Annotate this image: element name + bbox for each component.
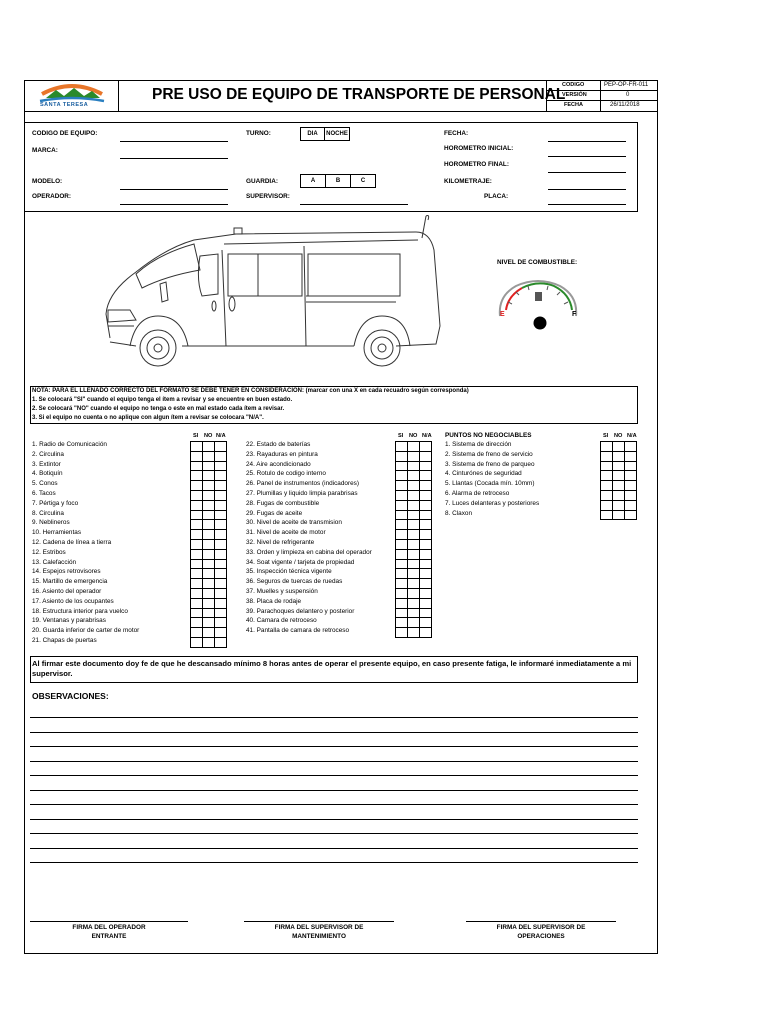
check-box[interactable] (203, 628, 215, 638)
check-box[interactable] (601, 501, 613, 511)
label-operador: OPERADOR: (32, 193, 72, 200)
check-box[interactable] (601, 462, 613, 472)
checklist-col1-item: 14. Espejos retrovisores (32, 568, 101, 576)
fuel-gauge[interactable] (488, 274, 588, 338)
check-box[interactable] (215, 589, 227, 599)
checklist-col1-item: 20. Guarda inferior de carter de motor (32, 627, 140, 635)
fuel-empty-marker: E (500, 311, 505, 318)
col1-header-na: N/A (216, 433, 226, 439)
note-line-3: 3. Si el equipo no cuenta o no aplique con algun ítem a revisar se colocara "N/A". (32, 415, 264, 421)
check-box[interactable] (396, 609, 408, 619)
check-box[interactable] (625, 471, 637, 481)
input-codigo-equipo[interactable] (120, 141, 228, 142)
input-supervisor[interactable] (300, 204, 408, 205)
col1-header-no: NO (204, 433, 213, 439)
check-box[interactable] (203, 609, 215, 619)
check-box[interactable] (203, 442, 215, 452)
check-box[interactable] (420, 530, 432, 540)
checklist-col2-item: 38. Placa de rodaje (246, 597, 302, 605)
input-horometro-inicial[interactable] (548, 156, 626, 157)
col3-header-no: NO (614, 433, 623, 439)
check-box[interactable] (625, 511, 637, 521)
non-negotiable-item: 8. Claxon (445, 509, 472, 517)
label-modelo: MODELO: (32, 178, 63, 185)
check-box[interactable] (191, 609, 203, 619)
label-supervisor: SUPERVISOR: (246, 193, 290, 200)
check-box[interactable] (191, 462, 203, 472)
check-box[interactable] (408, 609, 420, 619)
check-box[interactable] (601, 442, 613, 452)
signature-line-mantenimiento[interactable] (244, 921, 394, 922)
check-box[interactable] (396, 462, 408, 472)
check-box[interactable] (613, 491, 625, 501)
check-box[interactable] (215, 520, 227, 530)
input-placa[interactable] (548, 204, 626, 205)
check-box[interactable] (396, 530, 408, 540)
checklist-col2-item: 28. Fugas de combustible (246, 499, 320, 507)
check-box[interactable] (191, 560, 203, 570)
check-box[interactable] (408, 511, 420, 521)
check-box[interactable] (601, 481, 613, 491)
checklist-col1-item: 1. Radio de Comunicación (32, 441, 107, 448)
check-box[interactable] (215, 481, 227, 491)
checklist-col1-item: 16. Asiento del operador (32, 588, 102, 595)
check-box[interactable] (396, 569, 408, 579)
checklist-col2-item: 24. Aire acondicionado (246, 460, 311, 468)
checklist-col2-item: 22. Estado de baterías (246, 441, 311, 448)
checklist-col2-item: 34. Soat vigente / tarjeta de propiedad (246, 558, 355, 566)
check-box[interactable] (625, 491, 637, 501)
label-guardia: GUARDIA: (246, 178, 278, 185)
checklist-col1-item: 19. Ventanas y parabrisas (32, 617, 106, 625)
non-negotiable-title: PUNTOS NO NEGOCIABLES (445, 432, 532, 439)
label-kilometraje: KILOMETRAJE: (444, 178, 492, 185)
checklist-col1-item: 13. Calefacción (32, 558, 77, 566)
non-negotiable-item: 4. Cinturónes de seguridad (445, 470, 522, 478)
meta-value-codigo: PEP-OP-FR-011 (604, 82, 649, 88)
check-box[interactable] (420, 462, 432, 472)
check-box[interactable] (625, 501, 637, 511)
meta-label-version: VERSIÓN (562, 92, 587, 98)
non-negotiable-item: 5. Llantas (Cocada mín. 10mm) (445, 480, 535, 488)
check-box[interactable] (396, 491, 408, 501)
input-operador[interactable] (120, 204, 228, 205)
check-box[interactable] (408, 442, 420, 452)
check-box[interactable] (191, 520, 203, 530)
checklist-col1-item: 21. Chapas de puertas (32, 637, 97, 644)
check-box[interactable] (408, 452, 420, 462)
check-box[interactable] (613, 501, 625, 511)
check-box[interactable] (408, 560, 420, 570)
check-box[interactable] (396, 471, 408, 481)
signature-label-operaciones: FIRMA DEL SUPERVISOR DE OPERACIONES (496, 924, 586, 940)
col3-header-si: SI (603, 433, 609, 439)
check-box[interactable] (191, 569, 203, 579)
checklist-col1-item: 9. Neblineros (32, 519, 70, 527)
non-negotiable-item: 1. Sistema de dirección (445, 441, 512, 448)
checklist-col2-boxes[interactable] (395, 441, 432, 638)
check-box[interactable] (408, 618, 420, 628)
observation-line[interactable] (30, 746, 638, 747)
note-title: NOTA: PARA EL LLENADO CORRECTO DEL FORMATO SE DEBE TENER EN CONSIDERACION: (marcar con una X en cada recuadro según corresponda) (32, 388, 469, 394)
check-box[interactable] (420, 501, 432, 511)
check-box[interactable] (408, 550, 420, 560)
check-box[interactable] (215, 471, 227, 481)
check-box[interactable] (396, 560, 408, 570)
check-box[interactable] (420, 481, 432, 491)
checklist-col1-boxes[interactable] (190, 441, 227, 648)
check-box[interactable] (420, 540, 432, 550)
guardia-a-box[interactable]: A (300, 174, 326, 188)
check-box[interactable] (215, 628, 227, 638)
check-box[interactable] (203, 550, 215, 560)
col2-header-na: N/A (422, 433, 432, 439)
label-turno: TURNO: (246, 130, 271, 137)
observation-line[interactable] (30, 717, 638, 718)
check-box[interactable] (396, 589, 408, 599)
company-logo (32, 80, 112, 110)
checklist-col2-item: 29. Fugas de aceite (246, 509, 303, 517)
check-box[interactable] (420, 452, 432, 462)
checklist-col1-item: 10. Herramientas (32, 529, 82, 537)
fuel-full-marker: F (572, 311, 577, 318)
check-box[interactable] (191, 530, 203, 540)
turno-dia-box[interactable]: DIA (300, 127, 325, 141)
check-box[interactable] (601, 452, 613, 462)
col2-header-no: NO (409, 433, 418, 439)
checklist-col1-item: 18. Estructura interior para vuelco (32, 607, 128, 615)
meta-value-version: 0 (626, 92, 630, 98)
check-box[interactable] (191, 618, 203, 628)
check-box[interactable] (215, 540, 227, 550)
check-box[interactable] (203, 540, 215, 550)
check-box[interactable] (191, 452, 203, 462)
check-box[interactable] (601, 511, 613, 521)
checklist-col2-item: 41. Pantalla de camara de retroceso (246, 627, 350, 635)
checklist-col1-item: 8. Circulina (32, 509, 64, 517)
checklist-col1-item: 6. Tacos (32, 490, 56, 497)
check-box[interactable] (408, 491, 420, 501)
fuel-level-label: NIVEL DE COMBUSTIBLE: (497, 259, 578, 266)
checklist-col2-item: 26. Panel de instrumentos (indicadores) (246, 480, 359, 488)
check-box[interactable] (420, 628, 432, 638)
col1-header-si: SI (193, 433, 199, 439)
check-box[interactable] (601, 491, 613, 501)
meta-label-fecha: FECHA (564, 102, 583, 108)
observation-line[interactable] (30, 833, 638, 834)
meta-label-codigo: CODIGO (562, 82, 585, 88)
checklist-col1-item: 17. Asiento de los ocupantes (32, 597, 114, 605)
observation-line[interactable] (30, 790, 638, 791)
check-box[interactable] (420, 589, 432, 599)
check-box[interactable] (625, 452, 637, 462)
guardia-c-box[interactable]: C (350, 174, 376, 188)
check-box[interactable] (191, 638, 203, 648)
page-title: PRE USO DE EQUIPO DE TRANSPORTE DE PERSONAL (152, 86, 566, 103)
observation-line[interactable] (30, 761, 638, 762)
checklist-col2-item: 35. Inspección técnica vigente (246, 568, 332, 576)
check-box[interactable] (203, 471, 215, 481)
non-negotiable-item: 7. Luces delanteras y posteriores (445, 499, 540, 507)
check-box[interactable] (408, 540, 420, 550)
check-box[interactable] (191, 579, 203, 589)
check-box[interactable] (215, 491, 227, 501)
check-box[interactable] (613, 481, 625, 491)
check-box[interactable] (396, 442, 408, 452)
check-box[interactable] (203, 520, 215, 530)
checklist-col1-item: 7. Pértiga y foco (32, 499, 79, 507)
check-box[interactable] (396, 540, 408, 550)
checklist-col1-item: 12. Cadena de línea a tierra (32, 539, 112, 546)
check-box[interactable] (215, 452, 227, 462)
input-horometro-final[interactable] (548, 172, 626, 173)
label-fecha: FECHA: (444, 130, 469, 137)
check-box[interactable] (203, 618, 215, 628)
check-box[interactable] (215, 530, 227, 540)
observations-lines[interactable] (30, 700, 638, 870)
check-box[interactable] (215, 442, 227, 452)
check-box[interactable] (203, 569, 215, 579)
check-box[interactable] (203, 452, 215, 462)
check-box[interactable] (396, 628, 408, 638)
check-box[interactable] (191, 628, 203, 638)
input-modelo[interactable] (120, 189, 228, 190)
note-line-2: 2. Se colocará "NO" cuando el equipo no tenga o este en mal estado cada ítem a revisar. (32, 406, 285, 412)
observation-line[interactable] (30, 848, 638, 849)
checklist-col2-item: 23. Rayaduras en pintura (246, 450, 318, 458)
checklist-col2-item: 39. Parachoques delantero y posterior (246, 607, 355, 615)
observation-line[interactable] (30, 804, 638, 805)
label-marca: MARCA: (32, 147, 58, 154)
check-box[interactable] (203, 530, 215, 540)
check-box[interactable] (203, 481, 215, 491)
checklist-col1-item: 15. Martillo de emergencia (32, 578, 108, 586)
check-box[interactable] (613, 442, 625, 452)
check-box[interactable] (613, 462, 625, 472)
input-kilometraje[interactable] (548, 189, 626, 190)
observation-line[interactable] (30, 819, 638, 820)
check-box[interactable] (396, 618, 408, 628)
signature-line-operaciones[interactable] (466, 921, 616, 922)
check-box[interactable] (420, 520, 432, 530)
check-box[interactable] (191, 599, 203, 609)
checklist-col2-item: 32. Nivel de refrigerante (246, 539, 315, 546)
check-box[interactable] (420, 471, 432, 481)
label-placa: PLACA: (484, 193, 509, 200)
check-box[interactable] (215, 560, 227, 570)
check-box[interactable] (203, 638, 215, 648)
check-box[interactable] (420, 550, 432, 560)
check-box[interactable] (408, 481, 420, 491)
check-box[interactable] (396, 599, 408, 609)
check-box[interactable] (191, 471, 203, 481)
checklist-col1-item: 3. Extintor (32, 460, 61, 468)
check-box[interactable] (215, 462, 227, 472)
checklist-col2-item: 33. Orden y limpieza en cabina del operador (246, 548, 372, 556)
check-box[interactable] (203, 579, 215, 589)
check-box[interactable] (408, 628, 420, 638)
check-box[interactable] (396, 511, 408, 521)
check-box[interactable] (420, 511, 432, 521)
check-box[interactable] (215, 579, 227, 589)
checklist-col2-item: 40. Camara de retroceso (246, 617, 317, 625)
checklist-col1-item: 12. Estribos (32, 548, 66, 556)
check-box[interactable] (203, 491, 215, 501)
signature-label-mantenimiento: FIRMA DEL SUPERVISOR DE MANTENIMIENTO (274, 924, 364, 940)
check-box[interactable] (408, 462, 420, 472)
checklist-col2-item: 27. Plumillas y liquido limpia parabrisas (246, 490, 358, 497)
check-box[interactable] (420, 491, 432, 501)
turno-noche-box[interactable]: NOCHE (324, 127, 350, 141)
check-box[interactable] (396, 579, 408, 589)
label-codigo-equipo: CODIGO DE EQUIPO: (32, 130, 98, 137)
check-box[interactable] (215, 511, 227, 521)
col2-header-si: SI (398, 433, 404, 439)
checklist-col2-item: 37. Muelles y suspensión (246, 588, 318, 595)
check-box[interactable] (396, 520, 408, 530)
check-box[interactable] (613, 511, 625, 521)
check-box[interactable] (215, 501, 227, 511)
non-negotiable-item: 2. Sistema de freno de servicio (445, 450, 533, 458)
signature-label-operador: FIRMA DEL OPERADOR ENTRANTE (72, 924, 146, 940)
check-box[interactable] (203, 511, 215, 521)
check-box[interactable] (408, 530, 420, 540)
van-illustration (96, 210, 446, 374)
checklist-col2-item: 25. Rotulo de codigo interno (246, 470, 326, 478)
check-box[interactable] (625, 442, 637, 452)
meta-value-fecha: 26/11/2018 (610, 102, 640, 108)
check-box[interactable] (215, 609, 227, 619)
checklist-col1-item: 4. Botiquín (32, 470, 63, 478)
check-box[interactable] (191, 501, 203, 511)
check-box[interactable] (191, 481, 203, 491)
check-box[interactable] (191, 491, 203, 501)
check-box[interactable] (191, 550, 203, 560)
note-line-1: 1. Se colocará "SI" cuando el equipo tenga el ítem a revisar y se encuentre en buen estado. (32, 397, 293, 403)
non-negotiable-item: 6. Alarma de retroceso (445, 490, 510, 497)
observations-label: OBSERVACIONES: (32, 691, 109, 701)
checklist-col2-item: 31. Nivel de aceite de motor (246, 529, 326, 537)
check-box[interactable] (203, 560, 215, 570)
check-box[interactable] (191, 442, 203, 452)
check-box[interactable] (613, 471, 625, 481)
check-box[interactable] (420, 442, 432, 452)
label-horometro-inicial: HOROMETRO INICIAL: (444, 145, 514, 152)
checklist-col2-item: 36. Seguros de tuercas de ruedas (246, 578, 343, 586)
checklist-col3-boxes[interactable] (600, 441, 637, 520)
observation-line[interactable] (30, 862, 638, 863)
check-box[interactable] (203, 462, 215, 472)
check-box[interactable] (420, 560, 432, 570)
check-box[interactable] (420, 618, 432, 628)
check-box[interactable] (396, 452, 408, 462)
check-box[interactable] (420, 569, 432, 579)
check-box[interactable] (420, 609, 432, 619)
check-box[interactable] (215, 618, 227, 628)
input-marca[interactable] (120, 158, 228, 159)
check-box[interactable] (191, 511, 203, 521)
input-fecha[interactable] (548, 141, 626, 142)
check-box[interactable] (420, 579, 432, 589)
observation-line[interactable] (30, 775, 638, 776)
check-box[interactable] (215, 638, 227, 648)
check-box[interactable] (203, 501, 215, 511)
logo-text: SANTA TERESA (40, 102, 89, 108)
label-horometro-final: HOROMETRO FINAL: (444, 161, 509, 168)
check-box[interactable] (408, 569, 420, 579)
check-box[interactable] (601, 471, 613, 481)
checklist-col1-item: 5. Conos (32, 480, 58, 488)
checklist-col2-item: 30. Nivel de aceite de transmision (246, 519, 342, 527)
check-box[interactable] (396, 481, 408, 491)
check-box[interactable] (408, 589, 420, 599)
check-box[interactable] (408, 520, 420, 530)
check-box[interactable] (191, 540, 203, 550)
check-box[interactable] (396, 550, 408, 560)
check-box[interactable] (215, 569, 227, 579)
signature-line-operador[interactable] (30, 921, 188, 922)
check-box[interactable] (396, 501, 408, 511)
check-box[interactable] (625, 462, 637, 472)
check-box[interactable] (408, 501, 420, 511)
guardia-b-box[interactable]: B (325, 174, 351, 188)
check-box[interactable] (203, 599, 215, 609)
check-box[interactable] (408, 471, 420, 481)
check-box[interactable] (203, 589, 215, 599)
col3-header-na: N/A (627, 433, 637, 439)
check-box[interactable] (613, 452, 625, 462)
check-box[interactable] (625, 481, 637, 491)
check-box[interactable] (191, 589, 203, 599)
checklist-col1-item: 2. Circulina (32, 450, 64, 458)
observation-line[interactable] (30, 732, 638, 733)
check-box[interactable] (215, 550, 227, 560)
check-box[interactable] (215, 599, 227, 609)
check-box[interactable] (408, 579, 420, 589)
check-box[interactable] (408, 599, 420, 609)
check-box[interactable] (420, 599, 432, 609)
non-negotiable-item: 3. Sistema de freno de parqueo (445, 460, 535, 468)
declaration-text: Al firmar este documento doy fe de que he descansado mínimo 8 horas antes de operar el presente equipo, en caso presente fatiga, le informaré inmediatamente a mi supervisor. (32, 659, 632, 678)
